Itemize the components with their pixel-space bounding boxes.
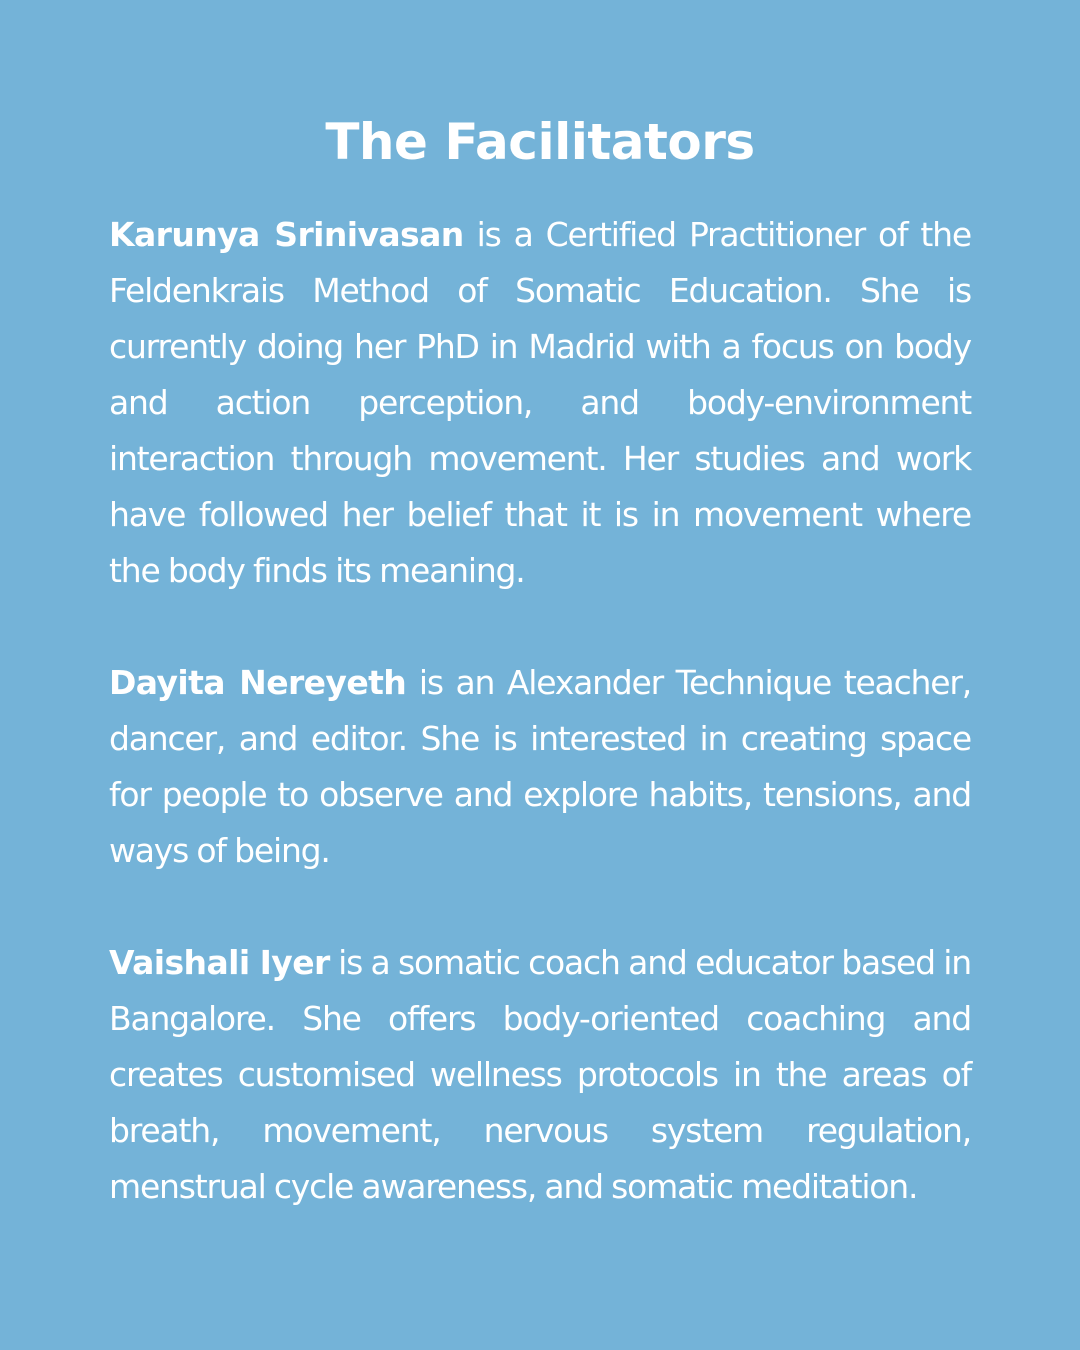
facilitator-name: Vaishali Iyer	[109, 943, 330, 982]
facilitator-description: is a somatic coach and educator based in Bangalore. She offers body-oriented coaching and creates customised wellness protocols in the areas of breath, movement, nervous system regulation, menstrual cycle awareness, and somatic meditation.	[109, 943, 971, 1206]
page-title: The Facilitators	[325, 113, 755, 171]
facilitator-bio-dayita	[109, 655, 971, 879]
facilitator-name: Karunya Srinivasan	[109, 215, 464, 254]
facilitator-bios	[109, 207, 971, 1215]
facilitator-bio-vaishali	[109, 935, 971, 1215]
facilitator-description: is an Alexander Technique teacher, dancer, and editor. She is interested in creating space for people to observe and explore habits, tensions, and ways of being.	[109, 663, 971, 870]
facilitator-description: is a Certified Practitioner of the Feldenkrais Method of Somatic Education. She is currently doing her PhD in Madrid with a focus on body and action perception, and body-environment interaction through movement. Her studies and work have followed her belief that it is in movement where the body finds its meaning.	[109, 215, 971, 590]
facilitator-name: Dayita Nereyeth	[109, 663, 407, 702]
facilitator-bio-karunya	[109, 207, 971, 599]
